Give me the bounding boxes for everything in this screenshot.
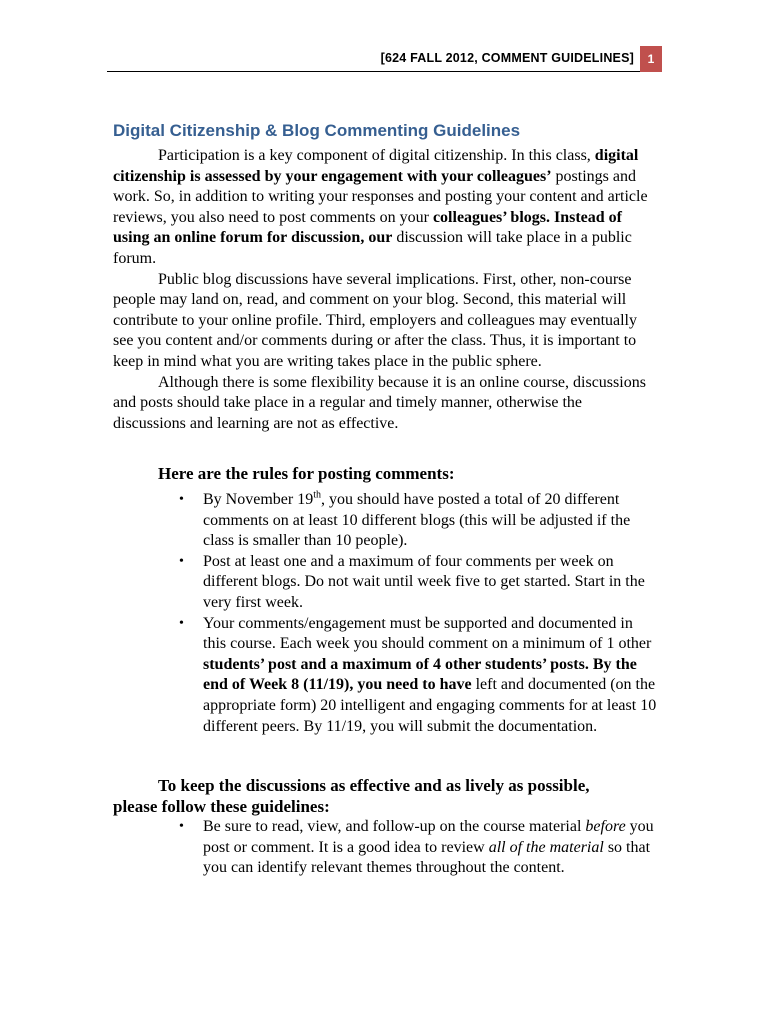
intro-paragraph-2: Public blog discussions have several implications. First, other, non-course people may land on, read, and comment on your blog. Second, this material will contribute to your online profile. Third, employers and colleagues may eventually see you content and/or comments during or after the class. Thus, it is important to keep in mind what you are writing takes place in the public sphere. [113,270,637,370]
p1-text-a: Participation is a key component of digital citizenship. In this class, [158,147,595,164]
guidelines-heading-line-2: please follow these guidelines: [113,797,330,816]
rule-3-text-b: left and documented (on the appropriate form) 20 intelligent and engaging comments for at least 10 different peers. By 11/19, you will submit the documentation. [203,676,657,735]
bullet-icon: • [179,553,184,569]
rules-list [113,490,658,737]
rule-3-bold: students’ post and a maximum of 4 other students’ posts. By the end of Week 8 (11/19), you need to have [203,655,637,694]
bullet-icon: • [179,819,184,834]
list-item [113,552,658,614]
p1-text-b: postings and work. So, in addition to writing your responses and posting your content and article reviews, you also need to post comments on your [113,167,648,226]
guideline-1-italic-a: before [585,818,626,835]
rule-3-text-a: Your comments/engagement must be supported and documented in this course. Each week you should comment on a minimum of 1 other [203,614,652,653]
running-title: [624 FALL 2012, COMMENT GUIDELINES] [380,51,634,65]
p1-bold-b: colleagues’ blogs. Instead of using an online forum for discussion, our [113,208,622,247]
intro-paragraph-3: Although there is some flexibility because it is an online course, discussions and posts should take place in a regular and timely manner, otherwise the discussions and learning are not as effective. [113,373,646,432]
rule-1-text-a: By November 19 [203,491,314,508]
list-item [113,817,658,879]
guidelines-heading [113,775,658,817]
header-rule [107,71,641,72]
p1-bold-a: digital citizenship is assessed by your engagement with your colleagues’ [113,147,639,185]
guidelines-list [113,817,658,879]
list-item [113,490,658,552]
bullet-icon: • [179,492,184,507]
p1-text-c: discussion will take place in a public forum. [113,229,632,267]
rules-heading: Here are the rules for posting comments: [158,464,455,483]
bullet-icon: • [179,615,184,631]
intro-section [113,146,658,434]
page-header [107,46,662,72]
guidelines-heading-line-1: To keep the discussions as effective and as lively as possible, [158,776,590,795]
guideline-1-text-c: so that you can identify relevant themes throughout the content. [203,838,651,877]
guideline-1-italic-b: all of the material [488,838,604,856]
list-item [113,614,658,738]
rule-2-text: Post at least one and a maximum of four comments per week on different blogs. Do not wait until week five to get started. Start in the very first week. [203,552,645,611]
rule-1-superscript: th [313,489,321,501]
document-title: Digital Citizenship & Blog Commenting Guidelines [113,121,521,140]
page-number: 1 [640,46,662,72]
guideline-1-text-a: Be sure to read, view, and follow-up on the course material [203,818,586,835]
intro-paragraph-1 [113,146,658,270]
guideline-1-text-b: you post or comment. It is a good idea to review [203,818,654,856]
rule-1-text-b: , you should have posted a total of 20 different comments on at least 10 different blogs (this will be adjusted if the class is smaller than 10 people). [203,491,631,550]
